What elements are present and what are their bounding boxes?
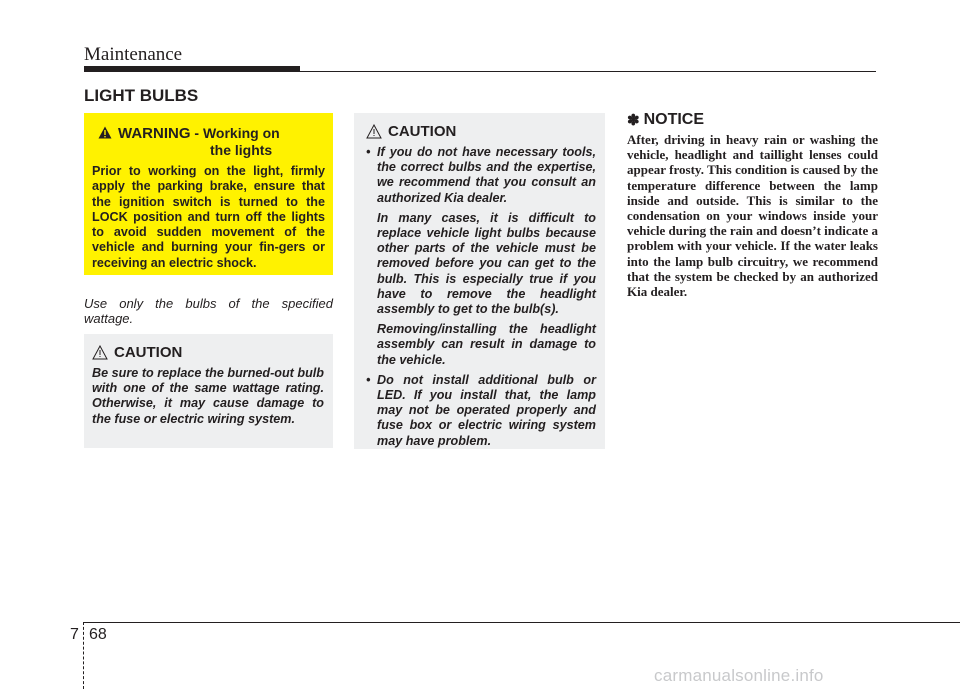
section-title: LIGHT BULBS — [84, 86, 199, 105]
use-bulbs-text: Use only the bulbs of the specified wattage. — [84, 296, 333, 326]
page-number: 68 — [89, 626, 107, 643]
notice-body: After, driving in heavy rain or washing the vehicle, headlight and taillight lenses could appear frosty. This condition is caused by the temperature difference between the lamp inside and outside. This is similar to the condensation on your windows inside your vehicle during the rain and doesn’t indicate a problem with your vehicle. If the water leaks into the lamp bulb circuitry, we recommend that the system be checked by an authorized Kia dealer. — [627, 132, 878, 300]
notice-section — [627, 111, 878, 299]
notice-heading — [627, 111, 878, 129]
caution-list-item — [366, 373, 596, 449]
caution-title: CAUTION — [114, 344, 183, 361]
caution-item2-text: • Do not install additional bulb or LED. If you install that, the lamp may not be operated properly and fuse box or electric wiring system may have problem. — [377, 372, 596, 448]
warning-body: Prior to working on the light, firmly apply the parking brake, ensure that the ignition switch is turned to the LOCK position and turn off the lights to avoid sudden movement of the vehicle and burning your fin-gers or receiving an electric shock. — [92, 164, 325, 270]
notice-title: NOTICE — [643, 111, 705, 128]
warning-title: WARNING — [118, 125, 191, 142]
notice-star-icon: ✽ — [627, 112, 640, 129]
watermark: carmanualsonline.info — [654, 666, 824, 685]
header-bar — [84, 66, 300, 72]
caution-item1-paragraph2: In many cases, it is difficult to replace vehicle light bulbs because other parts of the vehicle must be removed before you can get to the bulb. This is especially true if you have to remove the headlight assembly to get to the bulb(s). — [377, 210, 596, 317]
page-header-title: Maintenance — [84, 44, 183, 65]
caution-box-bulb-rating — [84, 334, 333, 448]
warning-box — [84, 113, 333, 275]
caution-item1-text: • If you do not have necessary tools, the correct bulbs and the expertise, we recommend that you consult an authorized Kia dealer. — [377, 145, 596, 205]
caution-triangle-icon — [92, 345, 108, 360]
warning-subtitle-line1: - Working on — [190, 125, 280, 141]
chapter-number: 7 — [70, 626, 79, 643]
warning-subtitle-line2: the lights — [210, 142, 273, 158]
caution-body: Be sure to replace the burned-out bulb with one of the same wattage rating. Otherwise, it may cause damage to the fuse or electric wiring system. — [92, 366, 324, 426]
footer-rule — [83, 622, 960, 623]
caution-heading — [92, 344, 324, 361]
caution-item1-paragraph3: Removing/installing the headlight assembly can result in damage to the vehicle. — [377, 322, 596, 367]
footer-divider — [83, 622, 85, 689]
caution-box-tools — [354, 113, 605, 449]
caution-triangle-icon — [366, 124, 382, 139]
caution-title: CAUTION — [388, 123, 457, 140]
warning-triangle-icon — [98, 126, 112, 139]
caution-heading — [366, 123, 596, 140]
warning-heading — [92, 125, 325, 158]
header-rule — [300, 71, 876, 72]
caution-list — [366, 145, 596, 449]
caution-list-item — [366, 145, 596, 368]
